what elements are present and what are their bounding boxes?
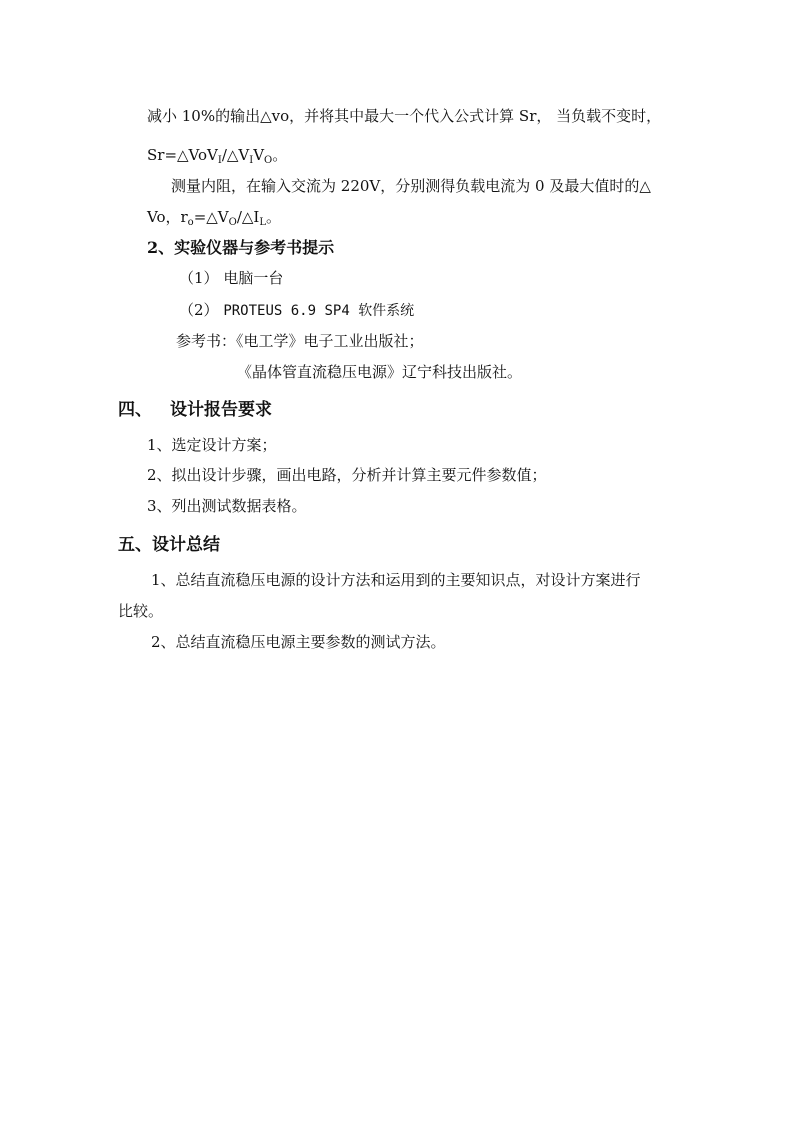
- paragraph-line: 减小 10%的输出△vo，并将其中最大一个代入公式计算 Sr， 当负载不变时，: [147, 107, 662, 125]
- list-item: 1、总结直流稳压电源的设计方法和运用到的主要知识点，对设计方案进行: [151, 571, 641, 589]
- formula-subscript: O: [228, 217, 237, 228]
- section-heading: 五、设计总结: [118, 535, 220, 555]
- section-number: 四、: [118, 400, 152, 420]
- list-item-number: （2）: [179, 301, 219, 319]
- formula-part: /△I: [236, 208, 260, 226]
- formula-part: 。: [266, 208, 282, 226]
- formula-part: =△V: [193, 208, 229, 226]
- formula-subscript: O: [264, 155, 273, 166]
- formula-sr: [147, 145, 287, 165]
- list-item: [179, 268, 283, 288]
- list-item: 2、拟出设计步骤，画出电路，分析并计算主要元件参数值；: [147, 466, 547, 484]
- formula-ro: [147, 207, 281, 227]
- list-item: 3、列出测试数据表格。: [147, 497, 307, 515]
- section-heading: 2、实验仪器与参考书提示: [147, 238, 335, 257]
- list-item-text: PROTEUS 6.9 SP4 软件系统: [223, 303, 415, 319]
- reference-line: 《晶体管直流稳压电源》辽宁科技出版社。: [237, 363, 523, 381]
- list-item: [179, 300, 414, 321]
- formula-subscript: L: [259, 217, 266, 228]
- list-item: 1、选定设计方案；: [147, 436, 277, 454]
- list-item: 2、总结直流稳压电源主要参数的测试方法。: [151, 633, 446, 651]
- reference-line: 参考书：《电工学》电子工业出版社；: [176, 332, 424, 350]
- formula-subscript: I: [217, 155, 222, 166]
- section-heading: [118, 399, 272, 421]
- formula-subscript: o: [187, 217, 194, 228]
- formula-part: Sr=△VoV: [147, 146, 218, 164]
- list-item-continuation: 比较。: [118, 602, 164, 620]
- section-title: 设计报告要求: [170, 400, 272, 420]
- paragraph-line: 测量内阻，在输入交流为 220V，分别测得负载电流为 0 及最大值时的△: [171, 177, 651, 195]
- formula-part: V: [253, 146, 265, 164]
- formula-subscript: I: [249, 155, 254, 166]
- list-item-text: 电脑一台: [223, 269, 284, 287]
- list-item-number: （1）: [179, 269, 219, 287]
- formula-part: Vo，r: [147, 208, 188, 226]
- formula-part: 。: [272, 146, 288, 164]
- formula-part: /△V: [221, 146, 250, 164]
